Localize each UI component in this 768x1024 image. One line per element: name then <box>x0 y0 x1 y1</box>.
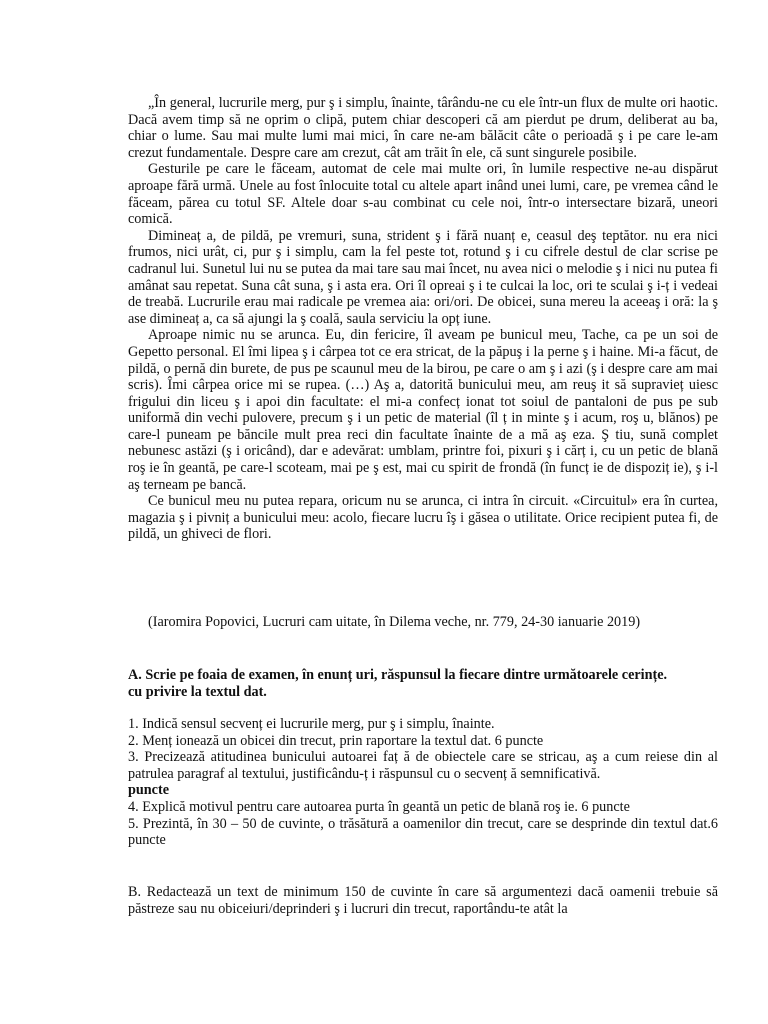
task-item-3-points: puncte <box>128 782 169 799</box>
source-text <box>128 95 718 543</box>
task-item-4: 4. Explică motivul pentru care autoarea purta în geantă un petic de blană roş ie. 6 puncte <box>128 798 630 815</box>
task-item-5: 5. Prezintă, în 30 – 50 de cuvinte, o trăsătură a oamenilor din trecut, care se desprinde din textul dat.6 puncte <box>128 815 718 849</box>
citation: (Iaromira Popovici, Lucruri cam uitate, în Dilema veche, nr. 779, 24-30 ianuarie 2019) <box>148 614 641 630</box>
paragraph-4: Aproape nimic nu se arunca. Eu, din fericire, îl aveam pe bunicul meu, Tache, ca pe un soi de Gepetto personal. El îmi lipea ş i cârpea tot ce era stricat, de la păpuş i la perne ş i haine. Mi-a făcut, de pildă, o pernă din burete, de pus pe scaunul meu de la birou, pe care o am ş i azi (ş i despre care am mai scris). Îmi cârpea orice mi se rupea. (…) Aş a, datorită bunicului meu, am reuş it să supravieț uiesc frigului din liceu ş i apoi din facultate: el mi-a confecț ionat tot soiul de pantaloni de pus pe sub uniformă din vechi pulovere, precum ş i un petic de material (îl ț in minte ş i acum, roş u, blănos) pe care-l puneam pe băncile mult prea reci din facultate înainte de a mă aş eza. Ş tiu, sună complet nebunesc astăzi (ş i oricând), dar e adevărat: umblam, printre foi, pixuri ş i cărț i, cu un petic de blană roş ie în geantă, pe care-l scoteam, mai pe ş est, mai cu spirit de frondă (în funcț ie de dispoziț ie), ş i-l aş terneam pe bancă. <box>128 327 718 493</box>
paragraph-1: „În general, lucrurile merg, pur ş i simplu, înainte, târându-ne cu ele într-un flux de multe ori haotic. Dacă avem timp să ne oprim o clipă, putem chiar descoperi că am pierdut pe drum, deliberat au ba, chiar o lume. Sau mai multe lumi mai mici, în care ne-am bălăcit câte o perioadă ş i pe care le-am crezut fundamentale. Despre care am crezut, cât am trăit în ele, că sunt singurele posibile. <box>128 95 718 161</box>
task-b-text: B. Redactează un text de minimum 150 de cuvinte în care să argumentezi dacă oamenii trebuie să păstreze sau nu obiceiuri/deprinderi ş i lucruri din trecut, raportându-te atât la <box>128 884 718 917</box>
task-item-3: 3. Precizează atitudinea bunicului autoarei faț ă de obiectele care se stricau, aş a cum reiese din al patrulea paragraf al textului, justificându-ț i răspunsul cu o secvenț ă semnificativă. <box>128 749 718 782</box>
task-a-heading-line-2: cu privire la textul dat. <box>128 683 267 700</box>
paragraph-3: Dimineaț a, de pildă, pe vremuri, suna, strident ş i fără nuanț e, ceasul deş teptător. nu era nici frumos, nici urât, ci, pur ş i simplu, cam la fel peste tot, rotund ş i cu cifrele destul de clar scrise pe cadranul lui. Sunetul lui nu se putea da mai tare sau mai încet, nu avea nici o melodie ş i nici nu putea fi amânat sau repetat. Suna cât suna, ş i asta era. Ori îl opreai ş i te culcai la loc, ori te sculai ş i-ț i vedeai de treabă. Lucrurile erau mai radicale pe vremea aia: ori/ori. De obicei, suna mereu la aceeaş i oră: la ş ase dimineaț a, ca să ajungi la ş coală, saula serviciu la opț iune. <box>128 227 718 327</box>
task-a-heading <box>128 667 718 700</box>
task-a-items <box>128 716 718 849</box>
task-item-2: 2. Menț ionează un obicei din trecut, prin raportare la textul dat. 6 puncte <box>128 732 544 749</box>
paragraph-2: Gesturile pe care le făceam, automat de cele mai multe ori, în lumile respective ne-au dispărut aproape fără urmă. Unele au fost înlocuite total cu altele apart inând unei lumi, care, pe vremea când le făceam, părea cu totul SF. Altele doar s-au combinat cu cele noi, într-o intersectare bizară, uneori comică. <box>128 161 718 228</box>
task-a-heading-line-1: A. Scrie pe foaia de examen, în enunț uri, răspunsul la fiecare dintre următoarele cerințe. <box>128 667 668 683</box>
paragraph-5: Ce bunicul meu nu putea repara, oricum nu se arunca, ci intra în circuit. «Circuitul» era în curtea, magazia ş i pivniț a bunicului meu: acolo, fiecare lucru îş i găsea o utilitate. Orice recipient putea fi, de pildă, un ghiveci de flori. <box>128 493 718 543</box>
task-item-1: 1. Indică sensul secvenț ei lucrurile merg, pur ş i simplu, înainte. <box>128 716 495 732</box>
task-b <box>128 884 718 917</box>
